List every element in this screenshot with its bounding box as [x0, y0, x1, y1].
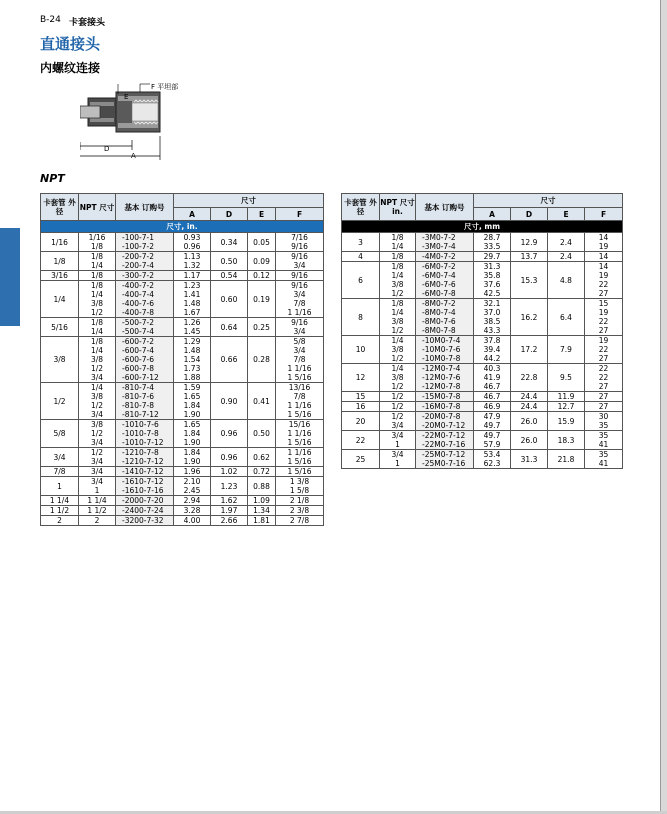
cell-npt-size: 1/8 1/4 3/8 1/2 3/4 — [79, 337, 116, 383]
cell-order-no: -15M0-7-8 — [416, 392, 474, 402]
table-row — [342, 402, 623, 412]
cell-e: 1.34 — [248, 506, 276, 516]
cell-tube-od: 22 — [342, 431, 380, 450]
cell-f: 5/8 3/4 7/8 1 1/16 1 5/16 — [276, 337, 324, 383]
cell-d: 16.2 — [511, 299, 548, 336]
table-row — [342, 392, 623, 402]
cell-a: 1.23 1.41 1.48 1.67 — [174, 281, 211, 318]
cell-f: 22 22 27 — [585, 364, 623, 392]
cell-order-no: -3200-7-32 — [116, 516, 174, 526]
cell-d: 26.0 — [511, 431, 548, 450]
cell-order-no: -810-7-4 -810-7-6 -810-7-8 -810-7-12 — [116, 383, 174, 420]
col-dims: 尺寸 — [474, 194, 623, 208]
table-row — [41, 420, 324, 448]
cell-f: 14 19 — [585, 233, 623, 252]
cell-npt-size: 1/8 — [380, 252, 416, 262]
col-npt-size: NPT 尺寸 — [79, 194, 116, 221]
cell-npt-size: 1/8 1/4 — [79, 318, 116, 337]
cell-tube-od: 1/8 — [41, 252, 79, 271]
cell-d: 17.2 — [511, 336, 548, 364]
col-f: F — [585, 208, 623, 221]
cell-order-no: -1210-7-8 -1210-7-12 — [116, 448, 174, 467]
cell-d: 1.62 — [211, 496, 248, 506]
cell-order-no: -25M0-7-12 -25M0-7-16 — [416, 450, 474, 469]
page-code: B-24 — [40, 15, 61, 25]
col-f: F — [276, 208, 324, 221]
cell-npt-size: 3/4 1 — [79, 477, 116, 496]
cell-order-no: -400-7-2 -400-7-4 -400-7-6 -400-7-8 — [116, 281, 174, 318]
table-row — [342, 412, 623, 431]
cell-npt-size: 1/8 1/4 — [380, 233, 416, 252]
cell-f: 19 22 27 — [585, 336, 623, 364]
cell-order-no: -20M0-7-8 -20M0-7-12 — [416, 412, 474, 431]
cell-a: 40.3 41.9 46.7 — [474, 364, 511, 392]
cell-e: 0.12 — [248, 271, 276, 281]
cell-f: 13/16 7/8 1 1/16 1 5/16 — [276, 383, 324, 420]
cell-npt-size: 3/4 1 — [380, 450, 416, 469]
cell-e: 4.8 — [548, 262, 585, 299]
cell-a: 1.96 — [174, 467, 211, 477]
cell-tube-od: 7/8 — [41, 467, 79, 477]
table-row — [41, 496, 324, 506]
cell-f: 30 35 — [585, 412, 623, 431]
cell-a: 32.1 37.0 38.5 43.3 — [474, 299, 511, 336]
cell-a: 1.65 1.84 1.90 — [174, 420, 211, 448]
mm-dimension-table — [341, 193, 623, 469]
cell-order-no: -500-7-2 -500-7-4 — [116, 318, 174, 337]
table-row — [41, 516, 324, 526]
cell-d: 26.0 — [511, 412, 548, 431]
cell-npt-size: 3/4 — [79, 467, 116, 477]
cell-a: 1.17 — [174, 271, 211, 281]
cell-a: 46.7 — [474, 392, 511, 402]
cell-e: 2.4 — [548, 252, 585, 262]
cell-a: 53.4 62.3 — [474, 450, 511, 469]
cell-npt-size: 1/4 3/8 1/2 — [380, 364, 416, 392]
cell-a: 28.7 33.5 — [474, 233, 511, 252]
cell-a: 3.28 — [174, 506, 211, 516]
col-d: D — [511, 208, 548, 221]
cell-npt-size: 1/2 3/4 — [79, 448, 116, 467]
cell-tube-od: 5/8 — [41, 420, 79, 448]
cell-f: 1 3/8 1 5/8 — [276, 477, 324, 496]
cell-a: 1.13 1.32 — [174, 252, 211, 271]
cell-tube-od: 1/16 — [41, 233, 79, 252]
cell-e: 21.8 — [548, 450, 585, 469]
label-a: A — [131, 152, 136, 160]
page-edge-line — [660, 0, 661, 814]
cell-f: 14 — [585, 252, 623, 262]
cell-npt-size: 3/4 1 — [380, 431, 416, 450]
table-row — [41, 271, 324, 281]
table-row — [41, 318, 324, 337]
cell-f: 1 1/16 1 5/16 — [276, 448, 324, 467]
cell-d: 24.4 — [511, 402, 548, 412]
cell-e: 11.9 — [548, 392, 585, 402]
col-order-no: 基本 订购号 — [116, 194, 174, 221]
cell-tube-od: 3/16 — [41, 271, 79, 281]
cell-f: 2 7/8 — [276, 516, 324, 526]
cell-npt-size: 1/4 3/8 1/2 — [380, 336, 416, 364]
cell-order-no: -22M0-7-12 -22M0-7-16 — [416, 431, 474, 450]
cell-order-no: -600-7-2 -600-7-4 -600-7-6 -600-7-8 -600-7-12 — [116, 337, 174, 383]
table-row — [342, 299, 623, 336]
cell-d: 0.90 — [211, 383, 248, 420]
cell-order-no: -100-7-1 -100-7-2 — [116, 233, 174, 252]
unit-label: 尺寸, mm — [342, 221, 623, 233]
label-d: D — [104, 145, 110, 153]
table-row — [41, 233, 324, 252]
table-row — [342, 252, 623, 262]
page-edge — [661, 0, 667, 814]
cell-tube-od: 25 — [342, 450, 380, 469]
col-order-no: 基本 订购号 — [416, 194, 474, 221]
cell-e: 7.9 — [548, 336, 585, 364]
cell-e: 9.5 — [548, 364, 585, 392]
cell-npt-size: 1/8 1/4 3/8 1/2 — [380, 262, 416, 299]
cell-e: 0.09 — [248, 252, 276, 271]
cell-e: 0.05 — [248, 233, 276, 252]
cell-a: 31.3 35.8 37.6 42.5 — [474, 262, 511, 299]
unit-label: 尺寸, in. — [41, 221, 324, 233]
cell-tube-od: 5/16 — [41, 318, 79, 337]
col-tube-od: 卡套管 外径 — [41, 194, 79, 221]
col-tube-od: 卡套管 外径 — [342, 194, 380, 221]
table-row — [41, 337, 324, 383]
table-row — [342, 364, 623, 392]
cell-tube-od: 20 — [342, 412, 380, 431]
fitting-diagram — [80, 80, 190, 162]
cell-e: 0.50 — [248, 420, 276, 448]
cell-order-no: -4M0-7-2 — [416, 252, 474, 262]
table-row — [41, 477, 324, 496]
table-row — [41, 252, 324, 271]
cell-e: 12.7 — [548, 402, 585, 412]
cell-a: 2.10 2.45 — [174, 477, 211, 496]
cell-npt-size: 1 1/4 — [79, 496, 116, 506]
cell-order-no: -2400-7-24 — [116, 506, 174, 516]
cell-e: 2.4 — [548, 233, 585, 252]
cell-e: 0.28 — [248, 337, 276, 383]
cell-a: 37.8 39.4 44.2 — [474, 336, 511, 364]
cell-tube-od: 16 — [342, 402, 380, 412]
cell-order-no: -300-7-2 — [116, 271, 174, 281]
table-row — [342, 336, 623, 364]
table-row — [342, 262, 623, 299]
cell-npt-size: 1/8 1/4 3/8 1/2 — [380, 299, 416, 336]
cell-order-no: -16M0-7-8 — [416, 402, 474, 412]
cell-tube-od: 6 — [342, 262, 380, 299]
cell-e: 6.4 — [548, 299, 585, 336]
cell-e: 0.41 — [248, 383, 276, 420]
cell-d: 0.66 — [211, 337, 248, 383]
table-row — [41, 281, 324, 318]
cell-a: 49.7 57.9 — [474, 431, 511, 450]
cell-a: 46.9 — [474, 402, 511, 412]
table-row — [342, 450, 623, 469]
cell-order-no: -200-7-2 -200-7-4 — [116, 252, 174, 271]
col-e: E — [248, 208, 276, 221]
cell-f: 1 5/16 — [276, 467, 324, 477]
cell-a: 1.84 1.90 — [174, 448, 211, 467]
cell-npt-size: 3/8 1/2 3/4 — [79, 420, 116, 448]
inch-dimension-table — [40, 193, 324, 526]
cell-npt-size: 1/2 3/4 — [380, 412, 416, 431]
cell-a: 47.9 49.7 — [474, 412, 511, 431]
cell-order-no: -1410-7-12 — [116, 467, 174, 477]
cell-tube-od: 2 — [41, 516, 79, 526]
cell-tube-od: 1 1/4 — [41, 496, 79, 506]
page-category: 卡套接头 — [69, 18, 106, 28]
cell-order-no: -6M0-7-2 -6M0-7-4 -6M0-7-6 -6M0-7-8 — [416, 262, 474, 299]
table-row — [41, 383, 324, 420]
cell-order-no: -8M0-7-2 -8M0-7-4 -8M0-7-6 -8M0-7-8 — [416, 299, 474, 336]
cell-tube-od: 1/2 — [41, 383, 79, 420]
cell-a: 4.00 — [174, 516, 211, 526]
cell-e: 1.81 — [248, 516, 276, 526]
cell-tube-od: 10 — [342, 336, 380, 364]
cell-d: 1.97 — [211, 506, 248, 516]
cell-order-no: -1610-7-12 -1610-7-16 — [116, 477, 174, 496]
cell-f: 9/16 3/4 — [276, 318, 324, 337]
page-title: 直通接头 — [40, 35, 101, 53]
cell-f: 2 3/8 — [276, 506, 324, 516]
cell-npt-size: 1/8 — [79, 271, 116, 281]
label-e: E — [124, 93, 129, 101]
col-dims: 尺寸 — [174, 194, 324, 208]
cell-d: 1.23 — [211, 477, 248, 496]
cell-a: 1.59 1.65 1.84 1.90 — [174, 383, 211, 420]
cell-tube-od: 1 1/2 — [41, 506, 79, 516]
table-row — [41, 506, 324, 516]
label-f: F 平坦部 — [151, 83, 179, 91]
cell-a: 1.29 1.48 1.54 1.73 1.88 — [174, 337, 211, 383]
cell-e: 0.72 — [248, 467, 276, 477]
cell-a: 0.93 0.96 — [174, 233, 211, 252]
cell-f: 9/16 3/4 7/8 1 1/16 — [276, 281, 324, 318]
cell-npt-size: 1/8 1/4 3/8 1/2 — [79, 281, 116, 318]
cell-e: 1.09 — [248, 496, 276, 506]
cell-d: 12.9 — [511, 233, 548, 252]
cell-d: 13.7 — [511, 252, 548, 262]
cell-d: 15.3 — [511, 262, 548, 299]
cell-f: 7/16 9/16 — [276, 233, 324, 252]
cell-a: 2.94 — [174, 496, 211, 506]
cell-d: 0.60 — [211, 281, 248, 318]
cell-d: 0.96 — [211, 420, 248, 448]
cell-e: 0.62 — [248, 448, 276, 467]
cell-tube-od: 1 — [41, 477, 79, 496]
col-npt-size: NPT 尺寸 in. — [380, 194, 416, 221]
cell-tube-od: 12 — [342, 364, 380, 392]
cell-order-no: -1010-7-6 -1010-7-8 -1010-7-12 — [116, 420, 174, 448]
table-row — [41, 448, 324, 467]
cell-tube-od: 3/8 — [41, 337, 79, 383]
cell-f: 35 41 — [585, 431, 623, 450]
cell-npt-size: 1/8 1/4 — [79, 252, 116, 271]
cell-f: 15/16 1 1/16 1 5/16 — [276, 420, 324, 448]
cell-order-no: -12M0-7-4 -12M0-7-6 -12M0-7-8 — [416, 364, 474, 392]
cell-tube-od: 1/4 — [41, 281, 79, 318]
cell-npt-size: 1/4 3/8 1/2 3/4 — [79, 383, 116, 420]
cell-order-no: -2000-7-20 — [116, 496, 174, 506]
cell-order-no: -10M0-7-4 -10M0-7-6 -10M0-7-8 — [416, 336, 474, 364]
cell-d: 0.34 — [211, 233, 248, 252]
cell-npt-size: 1/2 — [380, 392, 416, 402]
cell-f: 9/16 3/4 — [276, 252, 324, 271]
cell-d: 0.64 — [211, 318, 248, 337]
cell-order-no: -3M0-7-2 -3M0-7-4 — [416, 233, 474, 252]
page-subtitle: 内螺纹连接 — [40, 61, 101, 75]
cell-e: 18.3 — [548, 431, 585, 450]
cell-tube-od: 8 — [342, 299, 380, 336]
section-tab — [0, 228, 20, 326]
cell-tube-od: 4 — [342, 252, 380, 262]
cell-npt-size: 1/2 — [380, 402, 416, 412]
cell-f: 27 — [585, 392, 623, 402]
cell-e: 15.9 — [548, 412, 585, 431]
table-row — [41, 467, 324, 477]
col-d: D — [211, 208, 248, 221]
table-row — [342, 233, 623, 252]
cell-d: 0.54 — [211, 271, 248, 281]
cell-tube-od: 3/4 — [41, 448, 79, 467]
cell-f: 9/16 — [276, 271, 324, 281]
cell-d: 24.4 — [511, 392, 548, 402]
cell-f: 35 41 — [585, 450, 623, 469]
cell-tube-od: 15 — [342, 392, 380, 402]
cell-f: 27 — [585, 402, 623, 412]
cell-f: 15 19 22 27 — [585, 299, 623, 336]
cell-a: 29.7 — [474, 252, 511, 262]
col-e: E — [548, 208, 585, 221]
cell-f: 2 1/8 — [276, 496, 324, 506]
cell-npt-size: 1 1/2 — [79, 506, 116, 516]
cell-d: 0.50 — [211, 252, 248, 271]
cell-d: 22.8 — [511, 364, 548, 392]
col-a: A — [174, 208, 211, 221]
cell-npt-size: 1/16 1/8 — [79, 233, 116, 252]
cell-e: 0.88 — [248, 477, 276, 496]
cell-f: 14 19 22 27 — [585, 262, 623, 299]
npt-label: NPT — [40, 172, 65, 185]
cell-e: 0.19 — [248, 281, 276, 318]
cell-npt-size: 2 — [79, 516, 116, 526]
cell-tube-od: 3 — [342, 233, 380, 252]
cell-d: 31.3 — [511, 450, 548, 469]
cell-a: 1.26 1.45 — [174, 318, 211, 337]
cell-e: 0.25 — [248, 318, 276, 337]
table-row — [342, 431, 623, 450]
cell-d: 2.66 — [211, 516, 248, 526]
cell-d: 1.02 — [211, 467, 248, 477]
col-a: A — [474, 208, 511, 221]
cell-d: 0.96 — [211, 448, 248, 467]
